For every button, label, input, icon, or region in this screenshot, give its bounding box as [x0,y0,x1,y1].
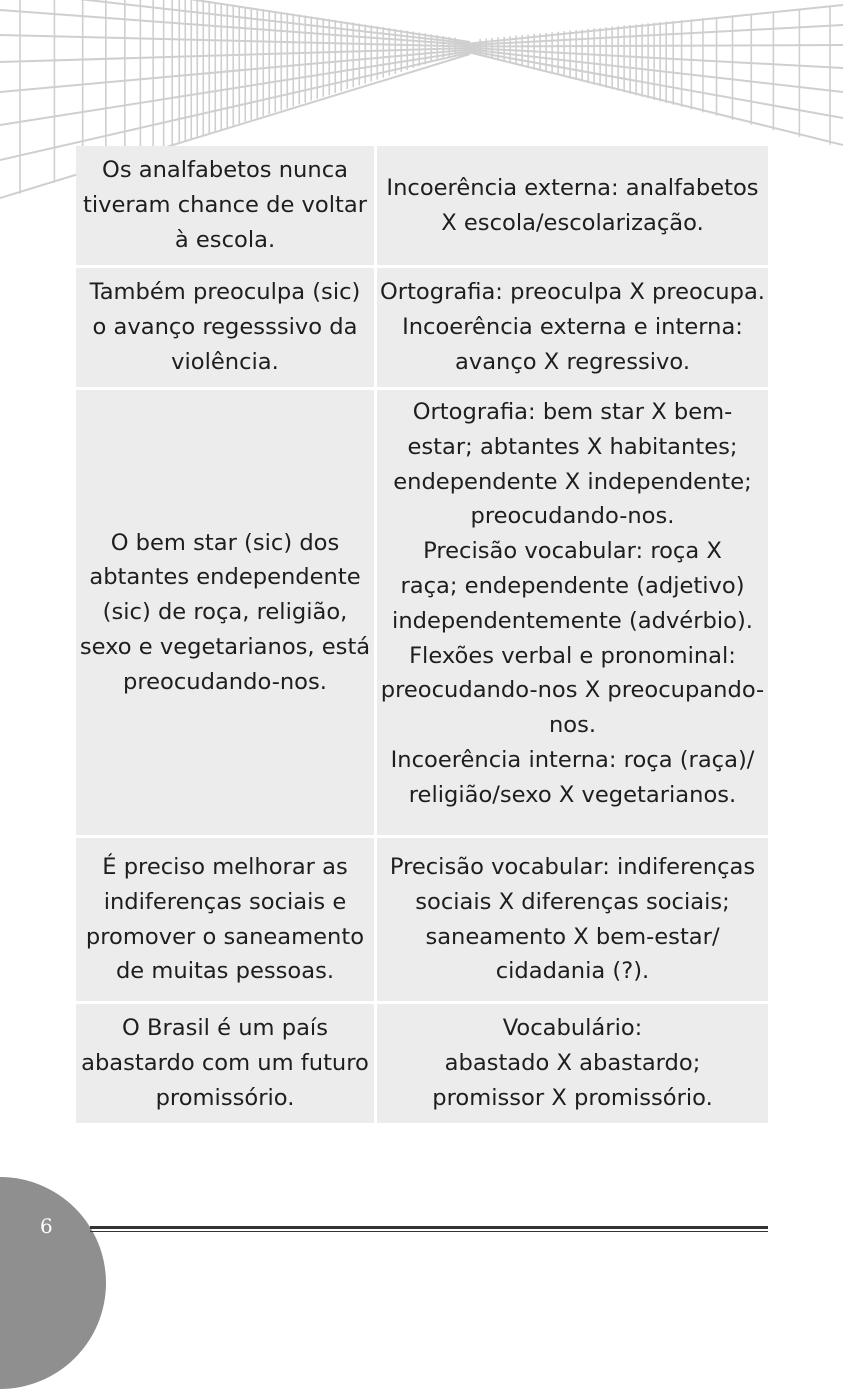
grid-line [470,25,843,45]
table-row [76,146,768,268]
analysis-cell: Incoerência externa: analfabetos X escola/escolarização. [377,146,768,268]
analysis-cell: Precisão vocabular: indiferenças sociais X diferenças sociais; saneamento X bem-estar/ cidadania (?). [377,838,768,1004]
original-text-cell: Também preoculpa (sic) o avanço regesssivo da violência. [76,268,377,390]
grid-line [470,45,843,47]
analysis-cell: Ortografia: bem star X bem- estar; abtantes X habitantes; endependente X independente; preocudando-nos. Precisão vocabular: roça X raça; endependente (adjetivo) independentemente (advérbio). Flexões verbal e pronominal: preocudando-nos X preocupando- nos. Incoerência interna: roça (raça)/ religião/sexo X vegetarianos. [377,390,768,838]
original-text-cell: O Brasil é um país abastardo com um futuro promissório. [76,1004,377,1123]
page-number-tab [0,1177,106,1389]
page-number: 6 [40,1214,53,1238]
table-row [76,1004,768,1123]
grid-line [470,51,843,118]
table-row [76,268,768,390]
grid-line [470,50,843,93]
grid-line [0,53,470,161]
grid-line [470,53,843,146]
table-row [76,390,768,838]
table-row [76,838,768,1004]
analysis-cell: Vocabulário: abastado X abastardo; promissor X promissório. [377,1004,768,1123]
original-text-cell: É preciso melhorar as indiferenças sociais e promover o saneamento de muitas pessoas. [76,838,377,1004]
footer-rule-thin [90,1231,768,1232]
original-text-cell: O bem star (sic) dos abtantes endependente (sic) de roça, religião, sexo e vegetarianos, está preocudando-nos. [76,390,377,838]
analysis-cell: Ortografia: preoculpa X preocupa. Incoerência externa e interna: avanço X regressivo. [377,268,768,390]
grid-line [470,5,843,44]
grid-line [470,48,843,68]
error-analysis-table [76,146,768,1123]
original-text-cell: Os analfabetos nunca tiveram chance de voltar à escola. [76,146,377,268]
footer-rule [90,1226,768,1229]
grid-line [0,51,470,125]
